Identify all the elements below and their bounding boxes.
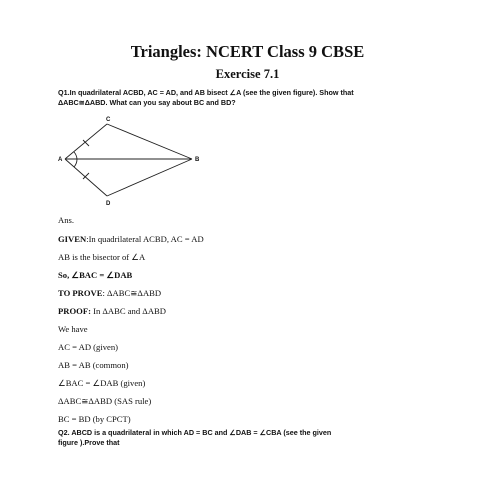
- bisector-line: AB is the bisector of ∠A: [58, 252, 146, 262]
- question-1-line-2: ΔABC≅ΔABD. What can you say about BC and BD?: [58, 98, 236, 107]
- vertex-label-c: C: [106, 117, 111, 123]
- proof-step: ∠BAC = ∠DAB (given): [58, 378, 146, 388]
- quadrilateral-figure: [55, 112, 215, 212]
- proof-line: [58, 306, 166, 316]
- segment-ac: [65, 124, 107, 159]
- question-1-line-1: Q1.In quadrilateral ACBD, AC = AD, and AB bisect ∠A (see the given figure). Show that: [58, 88, 354, 97]
- to-prove-text: : ΔABC≅ΔABD: [102, 288, 162, 298]
- given-line: [58, 234, 204, 244]
- exercise-heading: Exercise 7.1: [215, 67, 280, 81]
- given-label: GIVEN: [58, 234, 87, 244]
- angle-equality-line: So, ∠BAC = ∠DAB: [58, 270, 133, 280]
- answer-label: Ans.: [58, 215, 74, 225]
- to-prove-label: TO PROVE: [58, 288, 103, 298]
- vertex-label-d: D: [106, 201, 111, 207]
- proof-text: In ΔABC and ΔABD: [90, 306, 166, 316]
- segment-cb: [107, 124, 192, 159]
- given-text: :In quadrilateral ACBD, AC = AD: [86, 234, 204, 244]
- vertex-label-a: A: [58, 157, 63, 163]
- angle-arc-cab: [74, 152, 77, 159]
- to-prove-line: [58, 288, 161, 299]
- page-title: Triangles: NCERT Class 9 CBSE: [130, 42, 365, 61]
- question-2-line-2: figure ).Prove that: [58, 438, 120, 447]
- proof-step: We have: [58, 324, 88, 334]
- proof-step: ΔABC≅ΔABD (SAS rule): [58, 396, 152, 406]
- proof-step: AC = AD (given): [58, 342, 118, 352]
- angle-arc-dab: [74, 159, 77, 167]
- proof-label: PROOF:: [58, 306, 91, 316]
- vertex-label-b: B: [195, 157, 200, 163]
- segment-ad: [65, 159, 107, 196]
- proof-step: BC = BD (by CPCT): [58, 414, 131, 424]
- question-2-line-1: Q2. ABCD is a quadrilateral in which AD = BC and ∠DAB = ∠CBA (see the given: [58, 428, 332, 437]
- proof-step: AB = AB (common): [58, 360, 129, 370]
- segment-db: [107, 159, 192, 196]
